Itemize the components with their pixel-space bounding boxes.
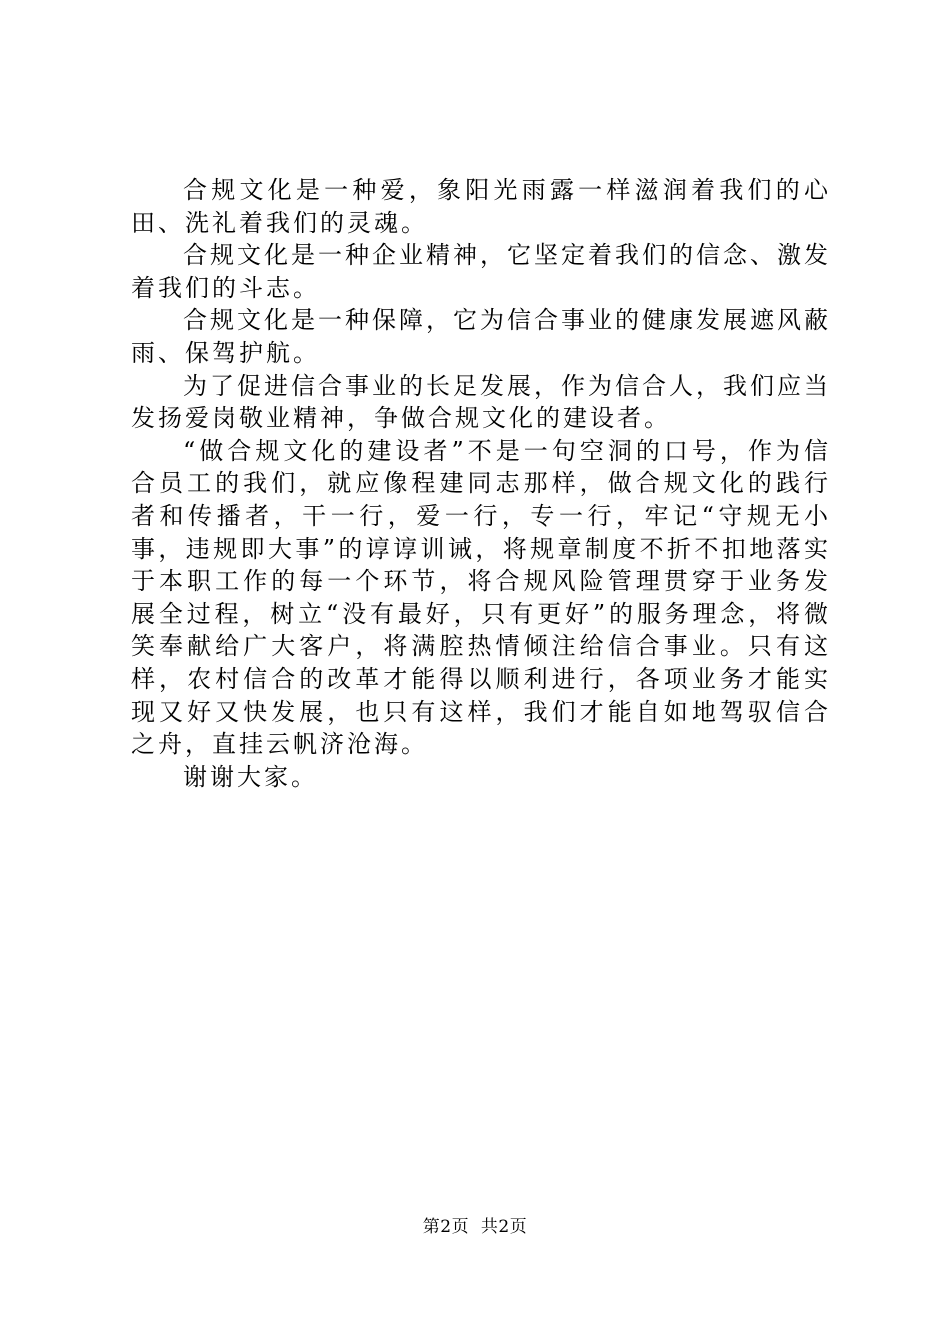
- paragraph-2: 合规文化是一种企业精神，它坚定着我们的信念、激发着我们的斗志。: [131, 241, 831, 302]
- page-footer: 第2页 共2页: [422, 1217, 528, 1237]
- document-body: [131, 174, 831, 793]
- paragraph-4: 为了促进信合事业的长足发展，作为信合人，我们应当发扬爱岗敬业精神，争做合规文化的建设者。: [131, 371, 831, 433]
- paragraph-6: 谢谢大家。: [183, 762, 318, 791]
- paragraph-3: 合规文化是一种保障，它为信合事业的健康发展遮风蔽雨、保驾护航。: [131, 306, 831, 367]
- paragraph-1: 合规文化是一种爱，象阳光雨露一样滋润着我们的心田、洗礼着我们的灵魂。: [131, 176, 831, 237]
- paragraph-5: “做合规文化的建设者”不是一句空洞的口号，作为信合员工的我们，就应像程建同志那样，做合规文化的践行者和传播者，干一行，爱一行，专一行，牢记“守规无小事，违规即大事”的谆谆训诫，将规章制度不折不扣地落实于本职工作的每一个环节，将合规风险管理贯穿于业务发展全过程，树立“没有最好，只有更好”的服务理念，将微笑奉献给广大客户，将满腔热情倾注给信合事业。只有这样，农村信合的改革才能得以顺利进行，各项业务才能实现又好又快发展，也只有这样，我们才能自如地驾驭信合之舟，直挂云帆济沧海。: [131, 436, 831, 759]
